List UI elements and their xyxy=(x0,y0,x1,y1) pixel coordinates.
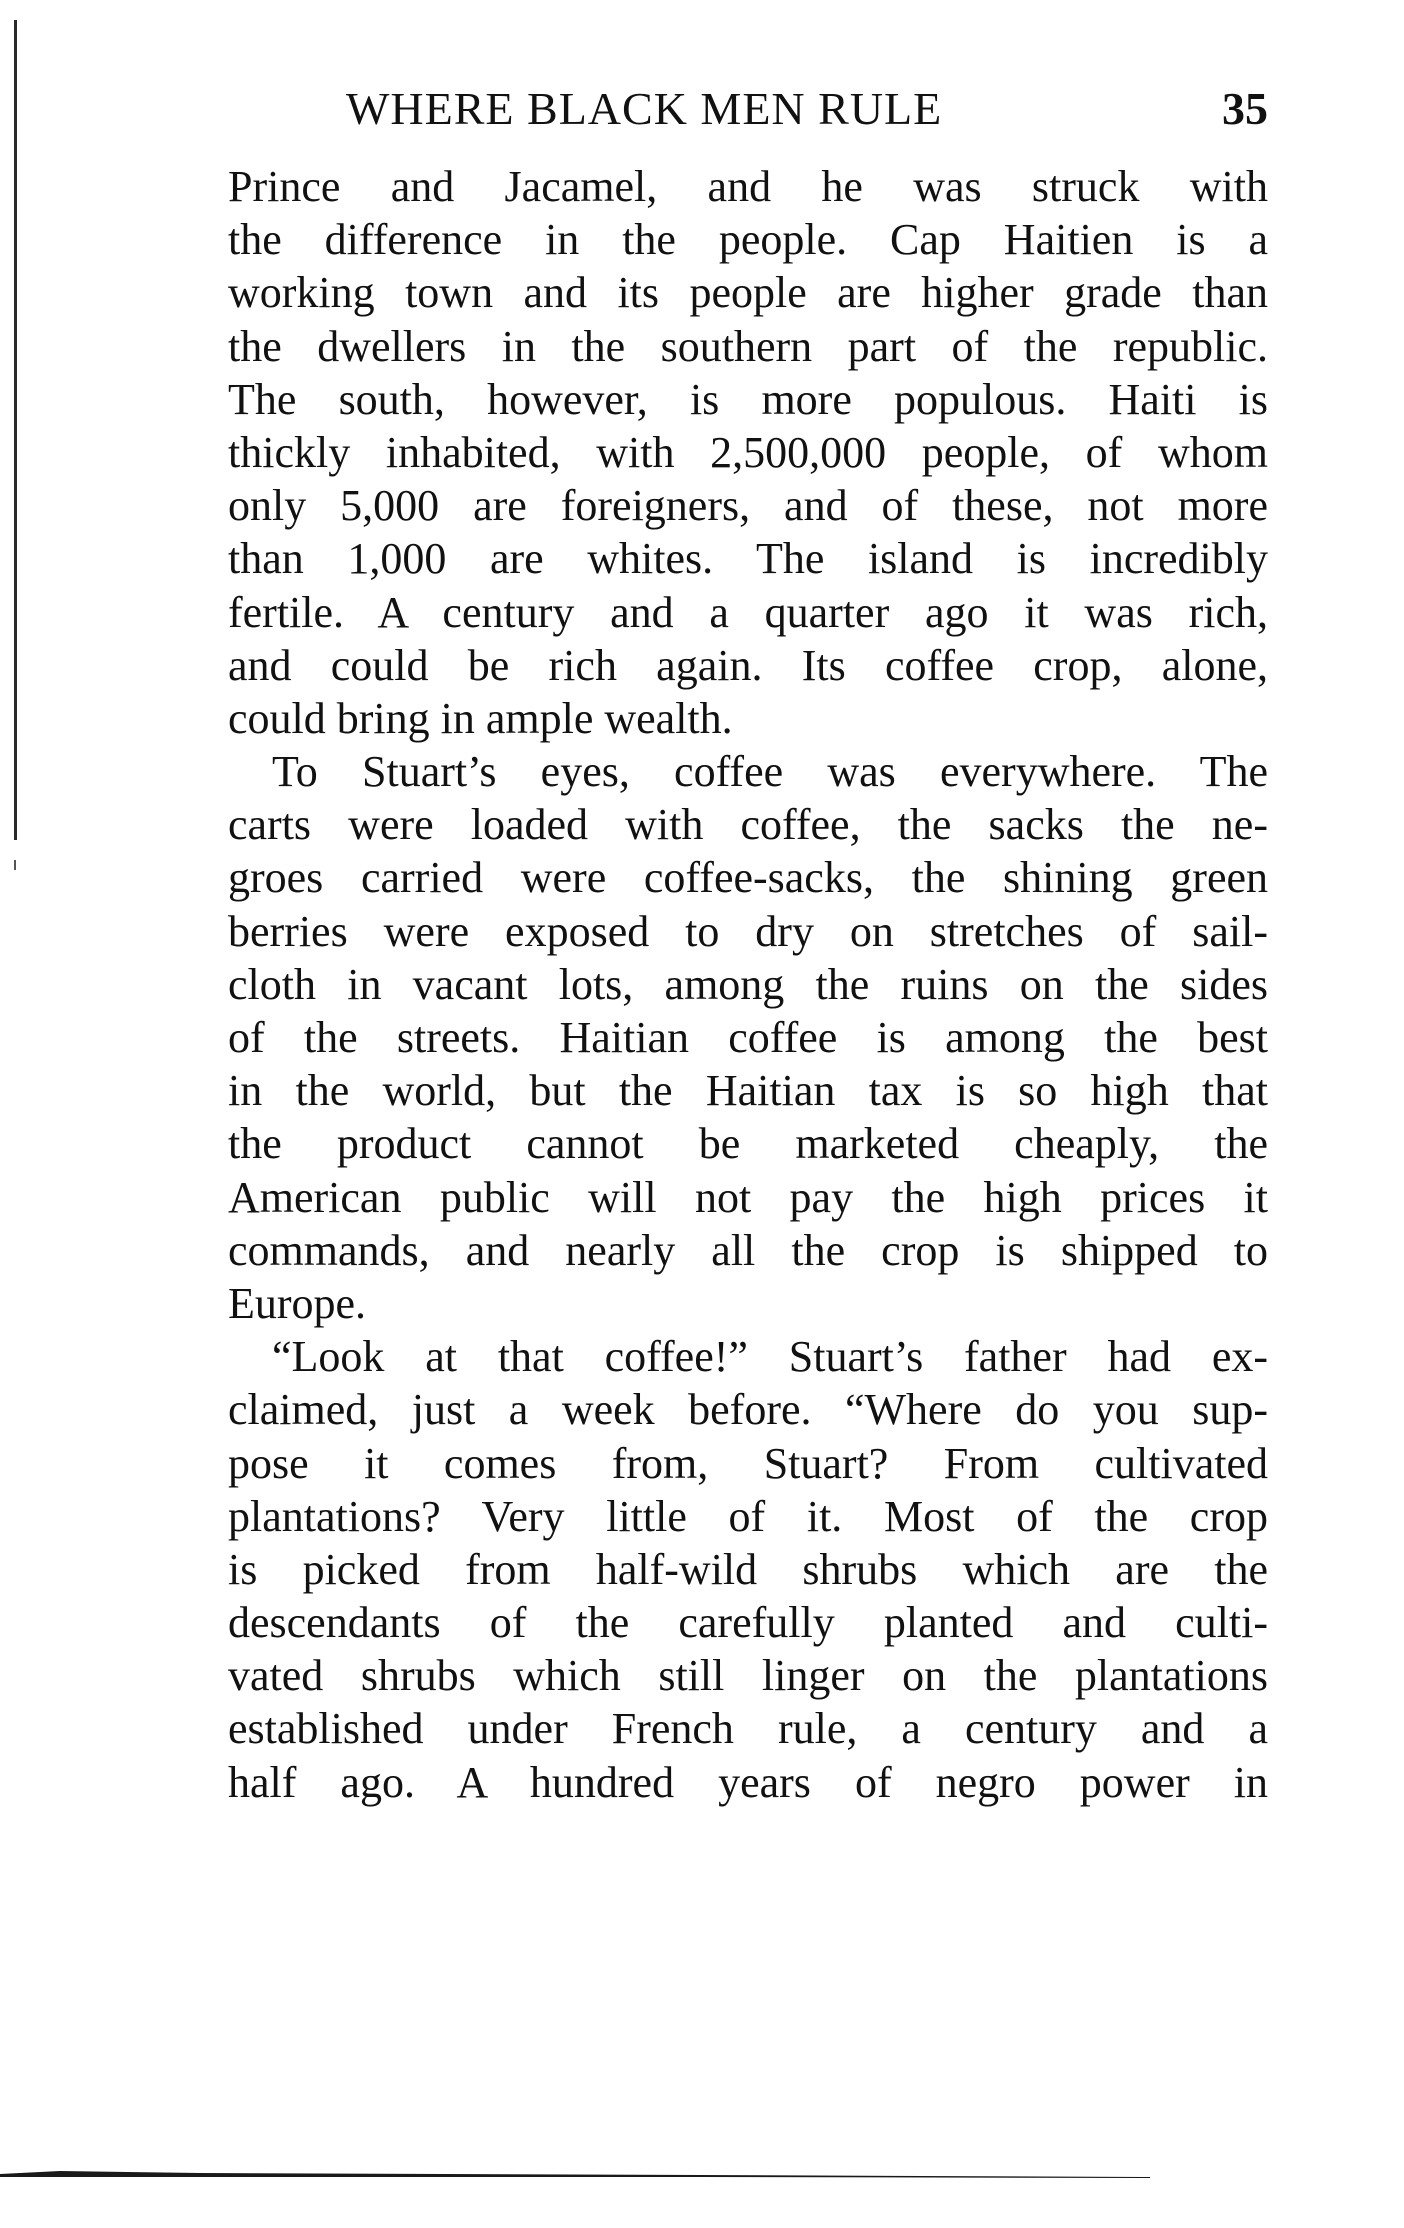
text-line: fertile. A century and a quarter ago it was rich, xyxy=(228,587,1268,637)
paragraph-2 xyxy=(228,745,1268,1330)
text-line: than 1,000 are whites. The island is incredibly xyxy=(228,534,1268,584)
text-line: Europe. xyxy=(228,1278,367,1328)
text-line: carts were loaded with coffee, the sacks the ne- xyxy=(228,800,1268,850)
text-line: is picked from half-wild shrubs which are the xyxy=(228,1544,1268,1594)
page-edge-shadow xyxy=(14,20,17,840)
running-head: WHERE BLACK MEN RULE xyxy=(346,83,943,134)
paragraph-1 xyxy=(228,160,1268,745)
text-line: working town and its people are higher grade than xyxy=(228,268,1268,318)
text-line: “Look at that coffee!” Stuart’s father had ex- xyxy=(272,1332,1268,1382)
text-line: only 5,000 are foreigners, and of these, not more xyxy=(228,481,1268,531)
text-line: the product cannot be marketed cheaply, the xyxy=(228,1119,1268,1169)
text-line: cloth in vacant lots, among the ruins on the sides xyxy=(228,959,1268,1009)
body-text xyxy=(228,160,1268,1809)
text-line: established under French rule, a century and a xyxy=(228,1704,1268,1754)
text-line: pose it comes from, Stuart? From cultivated xyxy=(228,1438,1268,1488)
text-line: of the streets. Haitian coffee is among the best xyxy=(228,1013,1268,1062)
text-line: claimed, just a week before. “Where do you sup- xyxy=(228,1385,1268,1435)
smudge-graphic xyxy=(0,2168,1150,2180)
text-line: The south, however, is more populous. Haiti is xyxy=(228,374,1268,424)
text-line: commands, and nearly all the crop is shipped to xyxy=(228,1225,1268,1275)
text-line: American public will not pay the high prices it xyxy=(228,1172,1268,1222)
text-line: could bring in ample wealth. xyxy=(228,693,733,743)
page-edge-mark xyxy=(14,860,16,870)
text-line: the dwellers in the southern part of the republic. xyxy=(228,321,1268,371)
scan-edge-smudge xyxy=(0,2168,1150,2180)
text-line: descendants of the carefully planted and culti- xyxy=(228,1598,1268,1648)
text-line: the difference in the people. Cap Haitien is a xyxy=(228,215,1268,265)
text-line: vated shrubs which still linger on the plantations xyxy=(228,1651,1268,1701)
text-line: in the world, but the Haitian tax is so high that xyxy=(228,1066,1268,1116)
text-line: and could be rich again. Its coffee crop, alone, xyxy=(228,640,1268,690)
text-line: plantations? Very little of it. Most of the crop xyxy=(228,1491,1268,1541)
page-header xyxy=(228,82,1268,142)
text-line: thickly inhabited, with 2,500,000 people, of whom xyxy=(228,427,1268,477)
page-number: 35 xyxy=(1222,83,1268,134)
paragraph-3 xyxy=(228,1330,1268,1809)
text-line: To Stuart’s eyes, coffee was everywhere. The xyxy=(272,747,1268,797)
text-line: half ago. A hundred years of negro power in xyxy=(228,1757,1268,1807)
text-line: berries were exposed to dry on stretches of sail- xyxy=(228,906,1268,956)
text-line: groes carried were coffee-sacks, the shining green xyxy=(228,853,1268,903)
text-line: Prince and Jacamel, and he was struck with xyxy=(228,162,1268,211)
